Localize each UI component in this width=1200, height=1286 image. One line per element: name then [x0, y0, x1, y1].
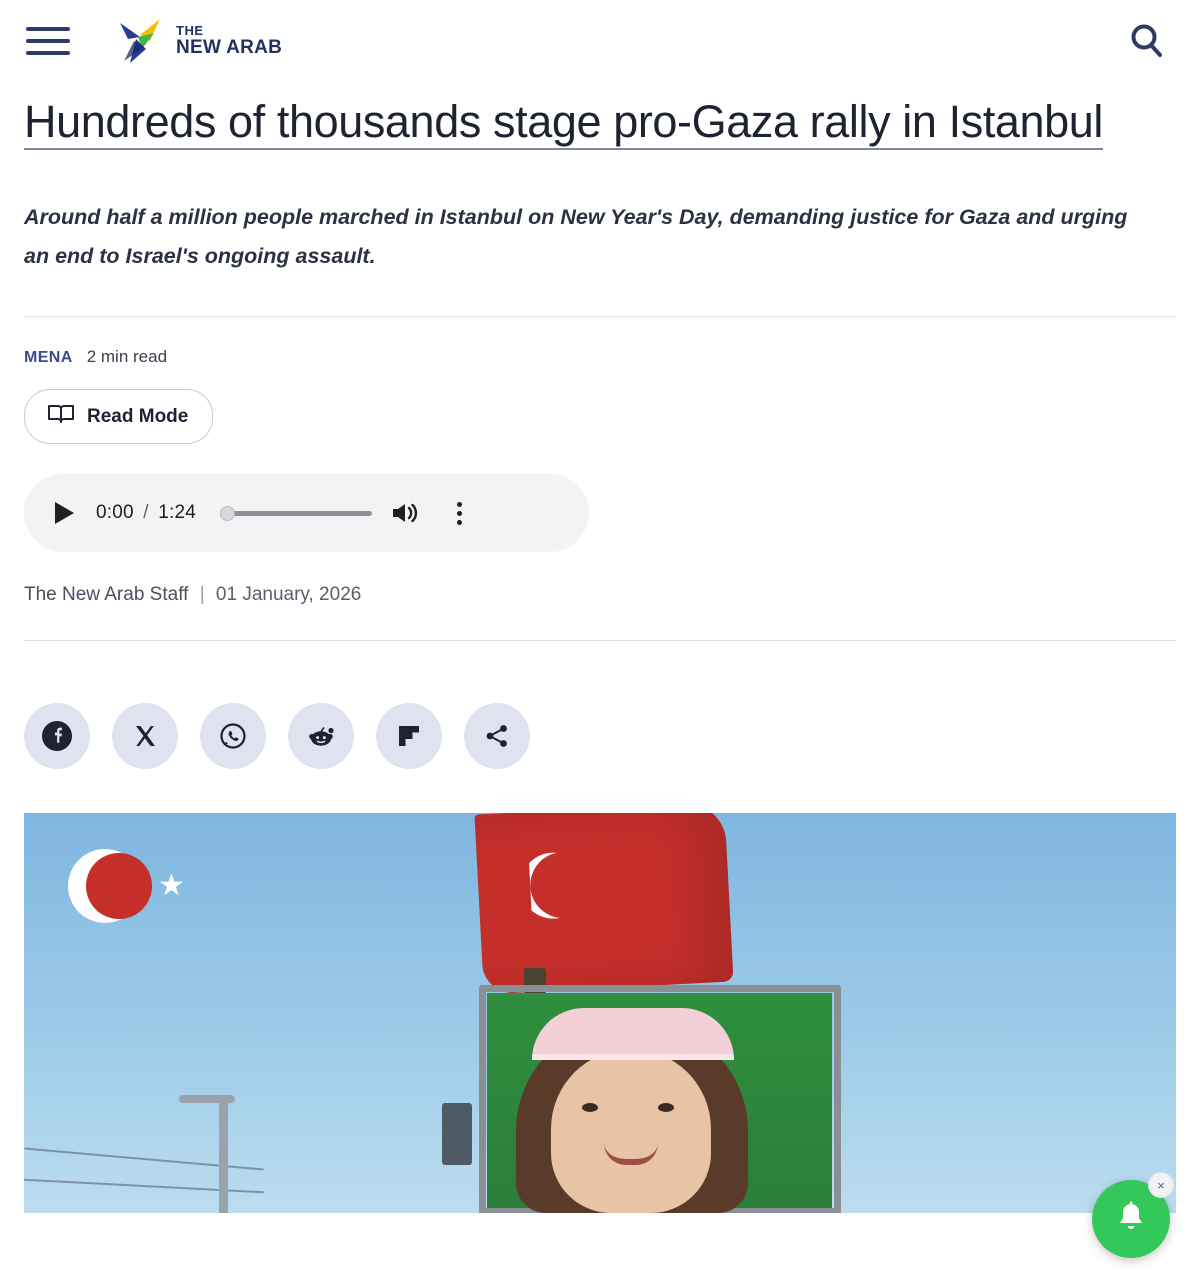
byline-author[interactable]: The New Arab Staff: [24, 584, 189, 606]
turkish-flag: [474, 813, 733, 994]
site-logo[interactable]: [114, 15, 282, 67]
byline-divider: |: [199, 584, 205, 606]
hamburger-menu-icon[interactable]: [26, 24, 70, 58]
brand-wordmark: [176, 24, 282, 58]
share-whatsapp-icon[interactable]: [200, 703, 266, 769]
share-bar: [24, 703, 1176, 769]
audio-time-separator: /: [143, 502, 149, 524]
article-body: [0, 90, 1200, 769]
flag-star: ★: [158, 869, 185, 903]
portrait-flower-crown: [532, 1008, 734, 1060]
read-mode-button[interactable]: [24, 389, 213, 444]
audio-duration: 1:24: [158, 502, 197, 524]
more-dot: [457, 520, 462, 525]
read-time-label: 2 min read: [86, 347, 168, 367]
volume-icon[interactable]: [390, 498, 420, 528]
brand-line-1: THE: [176, 23, 204, 39]
portrait-face: [551, 1049, 711, 1213]
hamburger-bar: [26, 27, 70, 31]
play-icon[interactable]: [50, 499, 78, 527]
audio-progress-slider[interactable]: [220, 504, 372, 522]
divider: [24, 316, 1176, 317]
notification-close-icon[interactable]: ×: [1148, 1172, 1174, 1198]
more-dot: [457, 502, 462, 507]
book-icon: [47, 402, 75, 431]
byline: [24, 584, 1176, 606]
article-standfirst: Around half a million people marched in Istanbul on New Year's Day, demanding justice for Gaza and urging an end to Israel's ongoing assault.: [24, 204, 1128, 269]
audio-player[interactable]: [24, 474, 589, 552]
audio-current-time: 0:00: [96, 502, 134, 524]
divider: [24, 640, 1176, 641]
street-lamp-post: [219, 1098, 228, 1213]
share-facebook-icon[interactable]: [24, 703, 90, 769]
brand-line-2: NEW ARAB: [176, 36, 283, 58]
hamburger-bar: [26, 39, 70, 43]
more-dot: [457, 511, 462, 516]
page-title: [24, 90, 1176, 154]
audio-time: [96, 502, 196, 524]
play-triangle: [55, 502, 74, 524]
search-icon[interactable]: [1124, 18, 1170, 64]
bird-logo-icon: [114, 15, 168, 67]
share-x-twitter-icon[interactable]: [112, 703, 178, 769]
share-reddit-icon[interactable]: [288, 703, 354, 769]
category-link[interactable]: MENA: [24, 349, 73, 367]
headline-text: Hundreds of thousands stage pro-Gaza rally in Istanbul: [24, 96, 1103, 150]
flag-crescent-cut: [86, 853, 152, 919]
share-more-icon[interactable]: [464, 703, 530, 769]
read-mode-label: Read Mode: [87, 405, 189, 427]
audio-progress-track: [220, 511, 372, 516]
article-meta: [24, 347, 1176, 367]
audio-progress-knob[interactable]: [220, 506, 235, 521]
site-header: [0, 0, 1200, 82]
byline-date: 01 January, 2026: [215, 584, 362, 606]
share-flipboard-icon[interactable]: [376, 703, 442, 769]
article-hero-image: [24, 813, 1176, 1213]
hamburger-bar: [26, 51, 70, 55]
more-options-icon[interactable]: [446, 498, 472, 528]
utility-box: [442, 1103, 472, 1165]
